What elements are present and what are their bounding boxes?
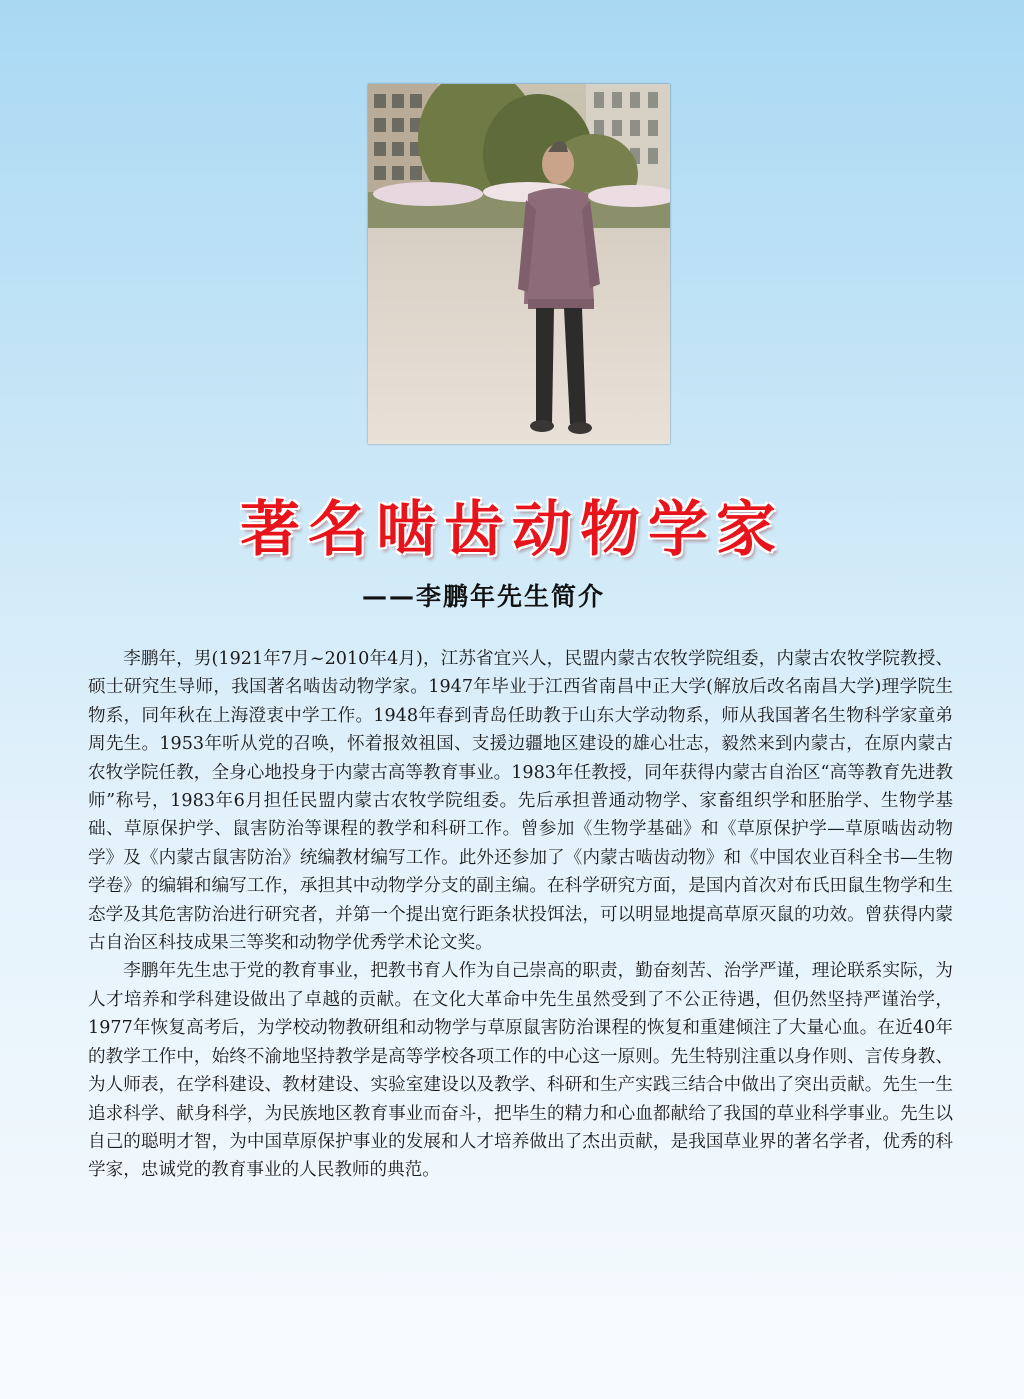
biography-paragraph-2: 李鹏年先生忠于党的教育事业，把教书育人作为自己崇高的职责，勤奋刻苦、治学严谨，理论联系实际，为人才培养和学科建设做出了卓越的贡献。在文化大革命中先生虽然受到了不公正待遇，但仍然坚持严谨治学，1977年恢复高考后，为学校动物教研组和动物学与草原鼠害防治课程的恢复和重建倾注了大量心血。在近40年的教学工作中，始终不渝地坚持教学是高等学校各项工作的中心这一原则。先生特别注重以身作则、言传身教、为人师表，在学科建设、教材建设、实验室建设以及教学、科研和生产实践三结合中做出了突出贡献。先生一生追求科学、献身科学，为民族地区教育事业而奋斗，把毕生的精力和心血都献给了我国的草业科学事业。先生以自己的聪明才智，为中国草原保护事业的发展和人才培养做出了杰出贡献，是我国草业界的著名学者，优秀的科学家，忠诚党的教育事业的人民教师的典范。 (88, 961, 953, 1181)
biography-text (88, 645, 953, 1185)
biography-paragraph-1: 李鹏年，男(1921年7月~2010年4月)，江苏省宜兴人，民盟内蒙古农牧学院组委，内蒙古农牧学院教授、硕士研究生导师，我国著名啮齿动物学家。1947年毕业于江西省南昌中正大学(解放后改名南昌大学)理学院生物系，同年秋在上海澄衷中学工作。1948年春到青岛任助教于山东大学动物系，师从我国著名生物科学家童弟周先生。1953年听从党的召唤，怀着报效祖国、支援边疆地区建设的雄心壮志，毅然来到内蒙古，在原内蒙古农牧学院任教，全身心地投身于内蒙古高等教育事业。1983年任教授，同年获得内蒙古自治区“高等教育先进教师”称号，1983年6月担任民盟内蒙古农牧学院组委。先后承担普通动物学、家畜组织学和胚胎学、生物学基础、草原保护学、鼠害防治等课程的教学和科研工作。曾参加《生物学基础》和《草原保护学—草原啮齿动物学》及《内蒙古鼠害防治》统编教材编写工作。此外还参加了《内蒙古啮齿动物》和《中国农业百科全书—生物学卷》的编辑和编写工作，承担其中动物学分支的副主编。在科学研究方面，是国内首次对布氏田鼠生物学和生态学及其危害防治进行研究者，并第一个提出宽行距条状投饵法，可以明显地提高草原灭鼠的功效。曾获得内蒙古自治区科技成果三等奖和动物学优秀学术论文奖。 (88, 649, 953, 954)
page-subtitle: ——李鹏年先生简介 (362, 582, 606, 611)
page-title: 著名啮齿动物学家 (240, 495, 784, 565)
portrait-photo (368, 84, 670, 444)
